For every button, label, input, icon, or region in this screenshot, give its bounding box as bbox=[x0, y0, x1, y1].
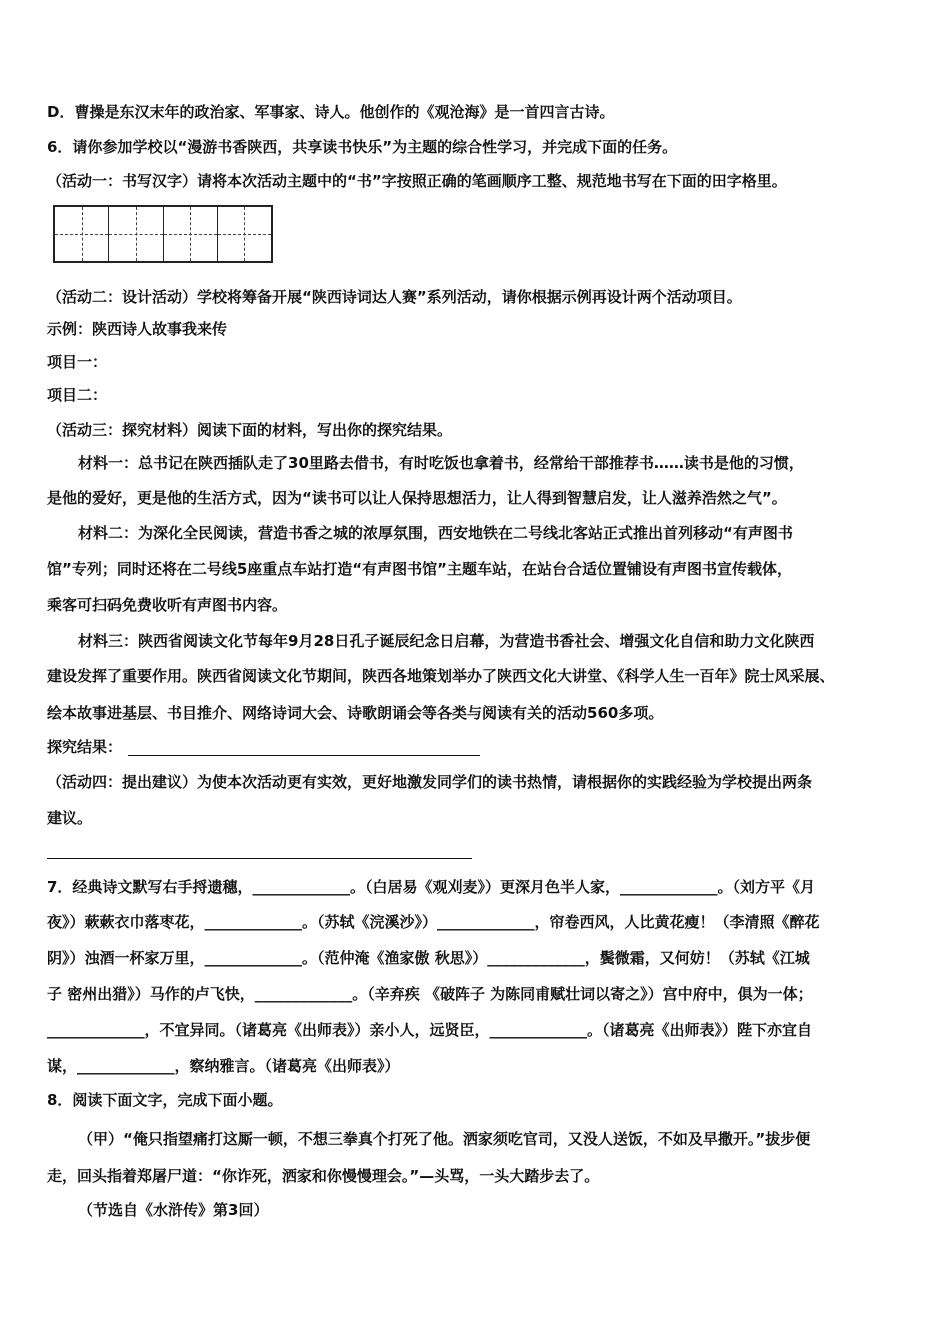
material-3-cont: 绘本故事进基层、书目推介、网络诗词大会、诗歌朗诵会等各类与阅读有关的活动560多项。 bbox=[47, 704, 664, 722]
activity-3: （活动三：探究材料）阅读下面的材料，写出你的探究结果。 bbox=[47, 421, 453, 439]
activity-1: （活动一：书写汉字）请将本次活动主题中的“书”字按照正确的笔画顺序工整、规范地书写在下面的田字格里。 bbox=[47, 172, 787, 190]
inquiry-answer-line[interactable] bbox=[128, 755, 480, 756]
activity-2: （活动二：设计活动）学校将筹备开展“陕西诗词达人赛”系列活动，请你根据示例再设计两个活动项目。 bbox=[47, 288, 742, 306]
project-1: 项目一： bbox=[47, 353, 108, 371]
grid-cell[interactable] bbox=[55, 207, 109, 261]
question-7-cont: _____________，不宜异同。（诸葛亮《出师表》）亲小人，远贤臣，_____________。（诸葛亮《出师表》）陛下亦宜自 bbox=[47, 1021, 813, 1039]
tianzige-grid[interactable] bbox=[53, 205, 273, 263]
material-1-cont: 是他的爱好，更是他的生活方式，因为“读书可以让人保持思想活力，让人得到智慧启发，让人滋养浩然之气”。 bbox=[47, 489, 787, 507]
question-7-cont: 夜》）蔌蔌衣巾落枣花，_____________。（苏轼《浣溪沙》）_____________，帘卷西风，人比黄花瘦！（李清照《醉花 bbox=[47, 913, 820, 931]
material-3: 材料三：陕西省阅读文化节每年9月28日孔子诞辰纪念日启幕，为营造书香社会、增强文化自信和助力文化陕西 bbox=[78, 632, 815, 650]
option-d: D．曹操是东汉末年的政治家、军事家、诗人。他创作的《观沧海》是一首四言古诗。 bbox=[47, 103, 615, 121]
question-7-cont: 子 密州出猎》）马作的卢飞快，_____________。（辛弃疾 《破阵子 为陈同甫赋壮词以寄之》）宫中府中，俱为一体； bbox=[47, 985, 813, 1003]
activity-4: （活动四：提出建议）为使本次活动更有实效，更好地激发同学们的读书热情，请根据你的实践经验为学校提出两条 bbox=[47, 773, 813, 791]
question-7-cont: 谋，_____________，察纳雅言。（诸葛亮《出师表》） bbox=[47, 1057, 400, 1075]
material-2-cont: 馆”专列；同时还将在二号线5座重点车站打造“有声图书馆”主题车站，在站台合适位置铺设有声图书宣传载体， bbox=[47, 560, 793, 578]
passage-source: （节选自《水浒传》第3回） bbox=[78, 1201, 269, 1219]
example: 示例：陕西诗人故事我来传 bbox=[47, 320, 228, 338]
question-8: 8．阅读下面文字，完成下面小题。 bbox=[47, 1091, 283, 1109]
material-1: 材料一：总书记在陕西插队走了30里路去借书，有时吃饭也拿着书，经常给干部推荐书……读书是他的习惯， bbox=[78, 454, 804, 472]
question-7-cont: 阴》）浊酒一杯家万里，_____________。（范仲淹《渔家傲 秋思》）_____________，鬓微霜，又何妨！（苏轼《江城 bbox=[47, 949, 810, 967]
passage-jia-cont: 走，回头指着郑屠尸道：“你诈死，洒家和你慢慢理会。”—头骂，一头大踏步去了。 bbox=[47, 1167, 600, 1185]
grid-cell[interactable] bbox=[218, 207, 271, 261]
question-7: 7．经典诗文默写右手捋遗穗，_____________。（白居易《观刈麦》）更深月色半人家，_____________。（刘方平《月 bbox=[47, 878, 815, 896]
grid-cell[interactable] bbox=[164, 207, 218, 261]
suggestion-answer-line[interactable] bbox=[47, 858, 472, 859]
material-3-cont: 建设发挥了重要作用。陕西省阅读文化节期间，陕西各地策划举办了陕西文化大讲堂、《科学人生一百年》院士风采展、 bbox=[47, 667, 835, 685]
activity-4-cont: 建议。 bbox=[47, 809, 93, 827]
material-2-cont: 乘客可扫码免费收听有声图书内容。 bbox=[47, 596, 288, 614]
material-2: 材料二：为深化全民阅读，营造书香之城的浓厚氛围，西安地铁在二号线北客站正式推出首列移动“有声图书 bbox=[78, 524, 793, 542]
grid-cell[interactable] bbox=[109, 207, 163, 261]
inquiry-result-label: 探究结果： bbox=[47, 738, 123, 756]
question-6: 6．请你参加学校以“漫游书香陕西，共享读书快乐”为主题的综合性学习，并完成下面的任务。 bbox=[47, 138, 678, 156]
project-2: 项目二： bbox=[47, 386, 108, 404]
passage-jia: （甲）“俺只指望痛打这厮一顿，不想三拳真个打死了他。洒家须吃官司，又没人送饭，不如及早撒开。”拔步便 bbox=[78, 1130, 811, 1148]
